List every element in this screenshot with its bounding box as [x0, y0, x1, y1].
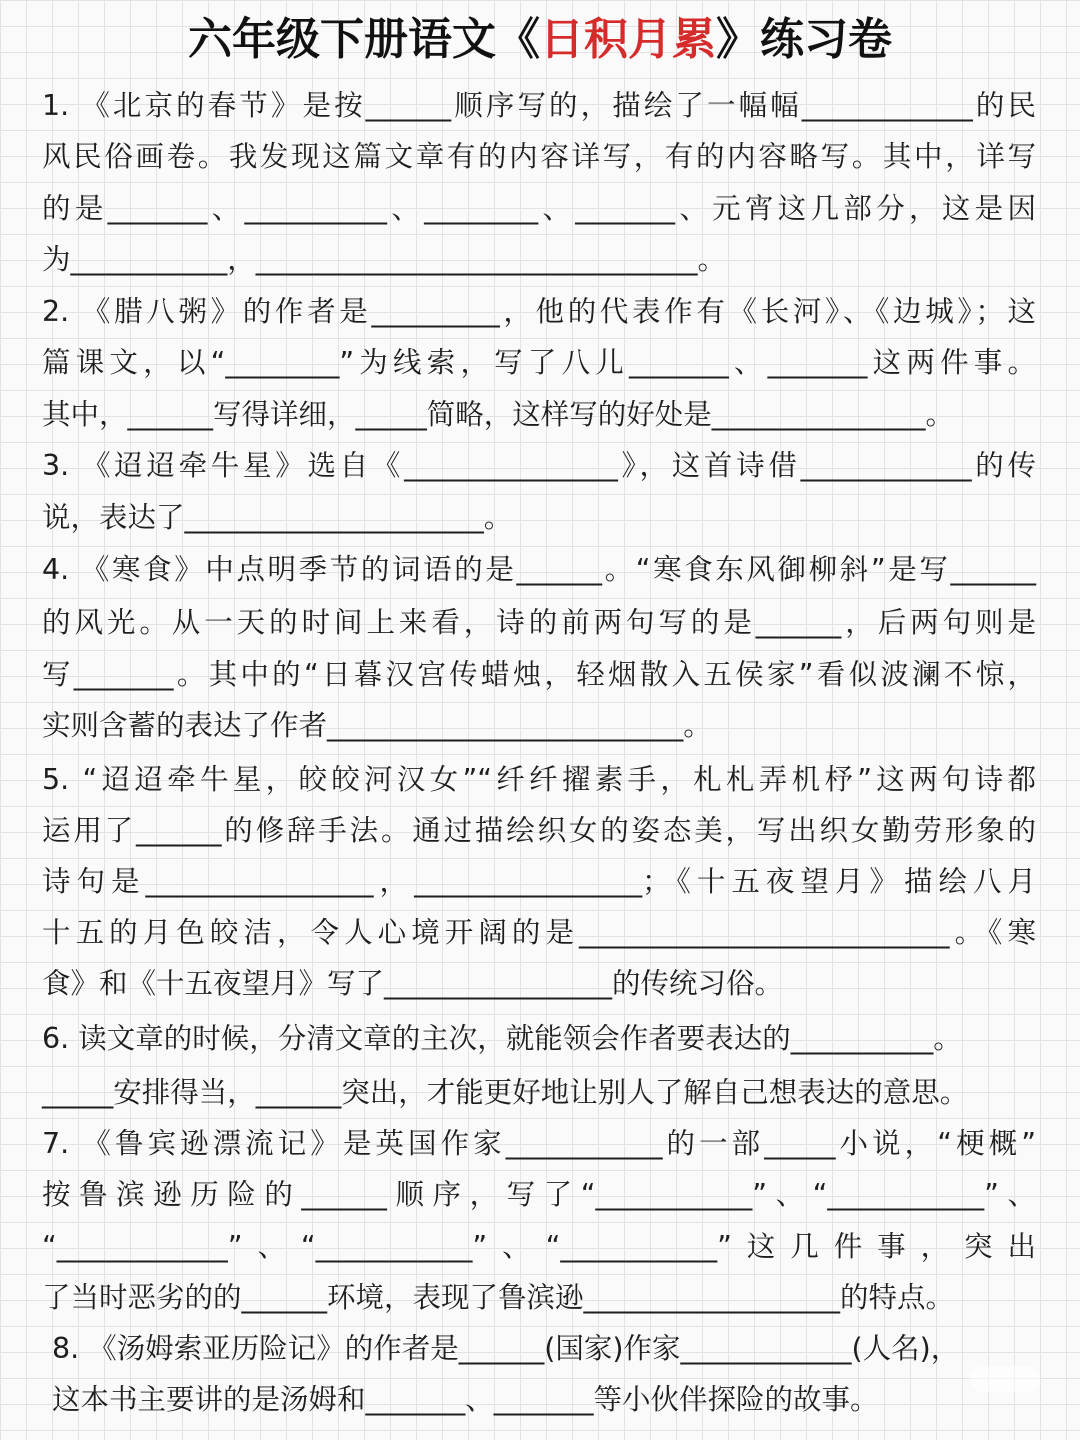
q4-line-2: 的风光。从一天的时间上来看，诗的前两句写的是______，后两句则是 [42, 606, 1036, 639]
q8-line-1: 8. 《汤姆索亚历险记》的作者是______(国家)作家____________(人名)， [52, 1332, 960, 1365]
q5-line-1: 5. “迢迢牵牛星，皎皎河汉女”“纤纤擢素手，札札弄机杼”这两句诗都 [42, 763, 1036, 796]
q2-line-1: 2. 《腊八粥》的作者是_________，他的代表作有《长河》、《边城》；这 [42, 295, 1036, 328]
q1-line-4: 为___________，_______________________________。 [42, 243, 727, 276]
q2-line-2: 篇课文，以“________”为线索，写了八儿_______、_______这两件事。 [42, 346, 1036, 379]
q6-line-1: 6. 读文章的时候，分清文章的主次，就能领会作者要表达的__________。 [42, 1022, 962, 1055]
q4-line-3: 写_______。其中的“日暮汉宫传蜡烛，轻烟散入五侯家”看似波澜不惊， [42, 658, 1036, 691]
q5-line-3: 诗句是________________，________________；《十五夜望月》描绘八月 [42, 865, 1036, 898]
q5-line-2: 运用了______的修辞手法。通过描绘织女的姿态美，写出织女勤劳形象的 [42, 814, 1036, 847]
q3-line-1: 3. 《迢迢牵牛星》选自《_______________》，这首诗借____________的传 [42, 449, 1036, 482]
q5-line-5: 食》和《十五夜望月》写了________________的传统习俗。 [42, 967, 784, 1000]
q1-line-2: 风民俗画卷。我发现这篇文章有的内容详写，有的内容略写。其中，详写 [42, 140, 1036, 173]
title-highlight: 日积月累 [540, 14, 716, 65]
q8-line-2: 这本书主要讲的是汤姆和_______、_______等小伙伴探险的故事。 [52, 1383, 879, 1416]
q4-line-1: 4. 《寒食》中点明季节的词语的是______。“寒食东风御柳斜”是写______ [42, 553, 1036, 586]
title-prefix: 六年级下册语文《 [188, 14, 540, 65]
q3-line-2: 说，表达了_____________________。 [42, 501, 513, 534]
q7-line-1: 7. 《鲁宾逊漂流记》是英国作家___________的一部_____小说，“梗概” [42, 1127, 1036, 1160]
q1-line-3: 的是_______、__________、________、_______、元宵这几部分，这是因 [42, 192, 1036, 225]
q6-line-2: _____安排得当，______突出，才能更好地让别人了解自己想表达的意思。 [42, 1076, 969, 1109]
q5-line-4: 十五的月色皎洁，令人心境开阔的是__________________________。《寒 [42, 916, 1036, 949]
q7-line-2: 按鲁滨逊历险的______顺序，写了“___________”、“___________”、 [42, 1178, 1036, 1211]
q2-line-3: 其中，______写得详细，_____简略，这样写的好处是_______________。 [42, 398, 955, 431]
q1-line-1: 1. 《北京的春节》是按______顺序写的，描绘了一幅幅____________的民 [42, 89, 1036, 122]
q4-line-4: 实则含蓄的表达了作者_________________________。 [42, 709, 712, 742]
corner-watermark [970, 1366, 1040, 1392]
title-suffix: 》练习卷 [716, 14, 892, 65]
q7-line-3: “____________”、“___________”、“___________”这几件事，突出 [42, 1230, 1036, 1263]
worksheet-title [0, 8, 1080, 72]
q7-line-4: 了当时恶劣的的______环境，表现了鲁滨逊__________________的特点。 [42, 1281, 955, 1314]
